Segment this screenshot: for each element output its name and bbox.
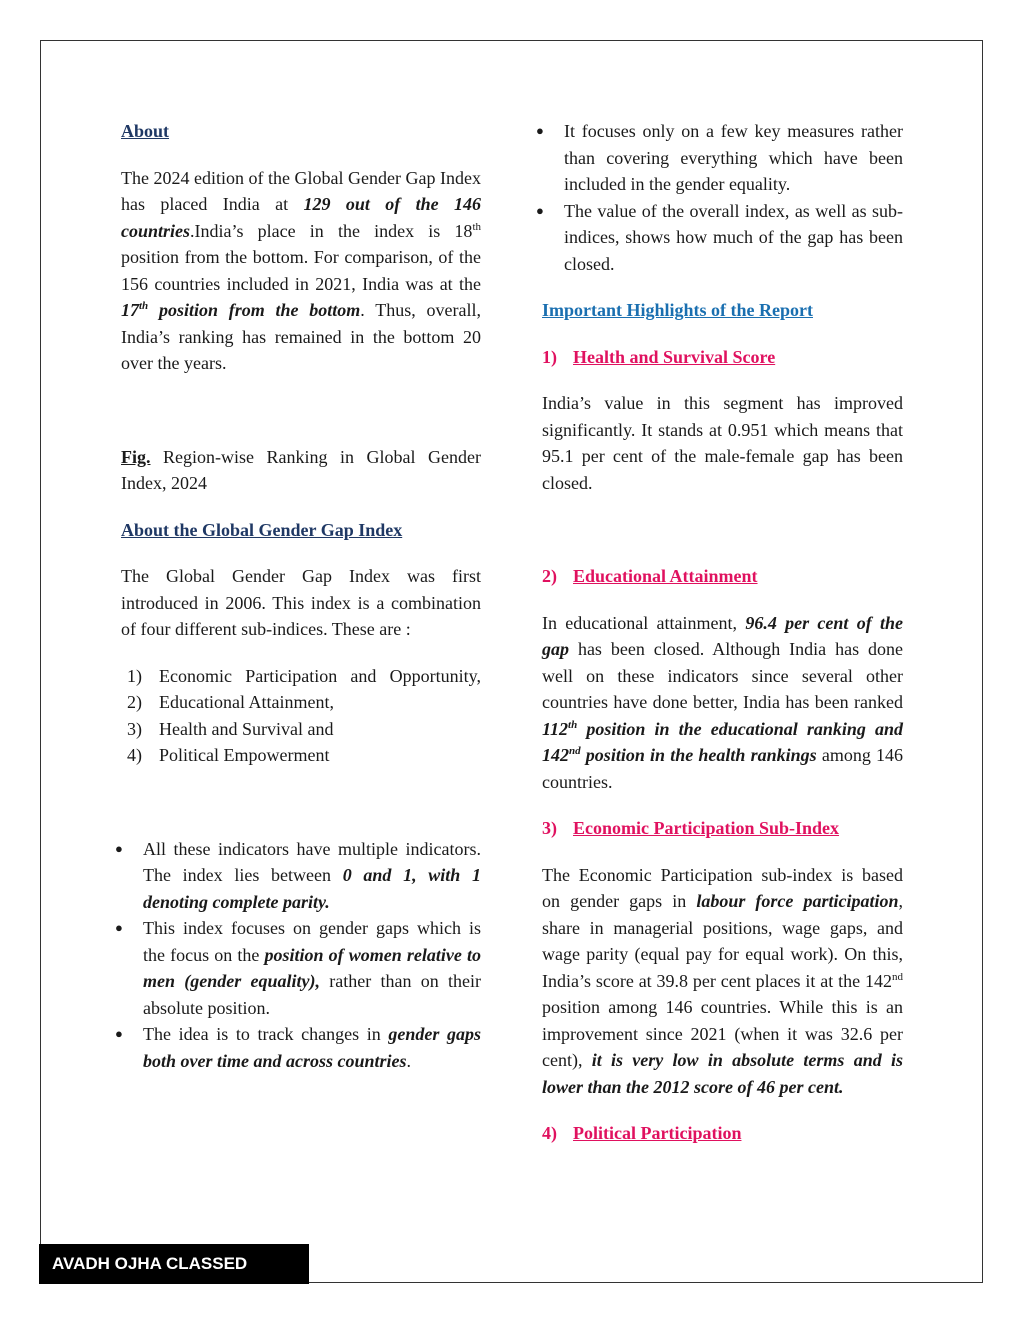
list-item: 1) Economic Participation and Opportunity, bbox=[127, 665, 481, 686]
highlights-heading: Important Highlights of the Report bbox=[542, 300, 813, 320]
left-column bbox=[115, 118, 482, 1074]
sub-indices-list bbox=[121, 663, 481, 769]
bullet-icon: ● bbox=[115, 1026, 123, 1041]
list-item: ● It focuses only on a few key measures rather than covering everything which have been included in the gender equality. bbox=[564, 118, 903, 198]
list-item: 3) Health and Survival and bbox=[127, 718, 334, 739]
education-paragraph: In educational attainment, 96.4 per cent of the gap has been closed. Although India has done well on these indicators since several other countries have done better, India has been ranked 112th position in the educational ranking and 142nd position in the health rankings among 146 countries. bbox=[542, 612, 904, 792]
index-bullets bbox=[115, 836, 482, 1075]
section-heading-education: 2) Educational Attainment bbox=[542, 566, 758, 586]
ggg-paragraph: The Global Gender Gap Index was first introduced in 2006. This index is a combination of four different sub-indices. These are : bbox=[121, 566, 481, 639]
right-column bbox=[536, 118, 904, 1147]
ggg-heading: About the Global Gender Gap Index bbox=[121, 519, 403, 540]
bullet-icon: ● bbox=[115, 920, 123, 935]
section-heading-health: 1) Health and Survival Score bbox=[542, 346, 776, 367]
about-heading: About bbox=[121, 121, 170, 141]
section-heading-political: 4) Political Participation bbox=[542, 1123, 742, 1143]
list-item: ● The idea is to track changes in gender gaps both over time and across countries. bbox=[143, 1021, 481, 1074]
bullet-icon: ● bbox=[536, 123, 544, 138]
list-item: ● The value of the overall index, as well as sub-indices, shows how much of the gap has been closed. bbox=[564, 198, 903, 278]
figure-caption: Fig. Region-wise Ranking in Global Gender Index, 2024 bbox=[121, 446, 481, 493]
list-item: ● All these indicators have multiple indicators. The index lies between 0 and 1, with 1 denoting complete parity. bbox=[143, 836, 481, 916]
footer-banner: AVADH OJHA CLASSED bbox=[39, 1244, 309, 1284]
measure-bullets bbox=[536, 118, 903, 277]
section-heading-economic: 3) Economic Participation Sub-Index bbox=[542, 818, 840, 838]
list-item: 4) Political Empowerment bbox=[127, 745, 330, 765]
bullet-icon: ● bbox=[115, 840, 123, 856]
list-item: 2) Educational Attainment, bbox=[127, 692, 334, 712]
about-paragraph: The 2024 edition of the Global Gender Gap Index has placed India at 129 out of the 146 countries.India’s place in the index is 18th position from the bottom. For comparison, of the 156 countries included in 2021, India was at the 17th position from the bottom. Thus, overall, India’s ranking has remained in the bottom 20 over the years. bbox=[121, 167, 481, 373]
economic-paragraph: The Economic Participation sub-index is based on gender gaps in labour force participation, share in managerial positions, wage gaps, and wage parity (equal pay for equal work). On this, India’s score at 39.8 per cent places it at the 142nd position among 146 countries. While this is an improvement since 2021 (when it was 32.6 per cent), it is very low in absolute terms and is lower than the 2012 score of 46 per cent. bbox=[542, 864, 903, 1097]
health-paragraph: India’s value in this segment has improved significantly. It stands at 0.951 which means that 95.1 per cent of the male-female gap has been closed. bbox=[542, 393, 903, 493]
bullet-icon: ● bbox=[536, 202, 544, 218]
list-item: ● This index focuses on gender gaps which is the focus on the position of women relative to men (gender equality), rather than on their absolute position. bbox=[143, 915, 481, 1021]
